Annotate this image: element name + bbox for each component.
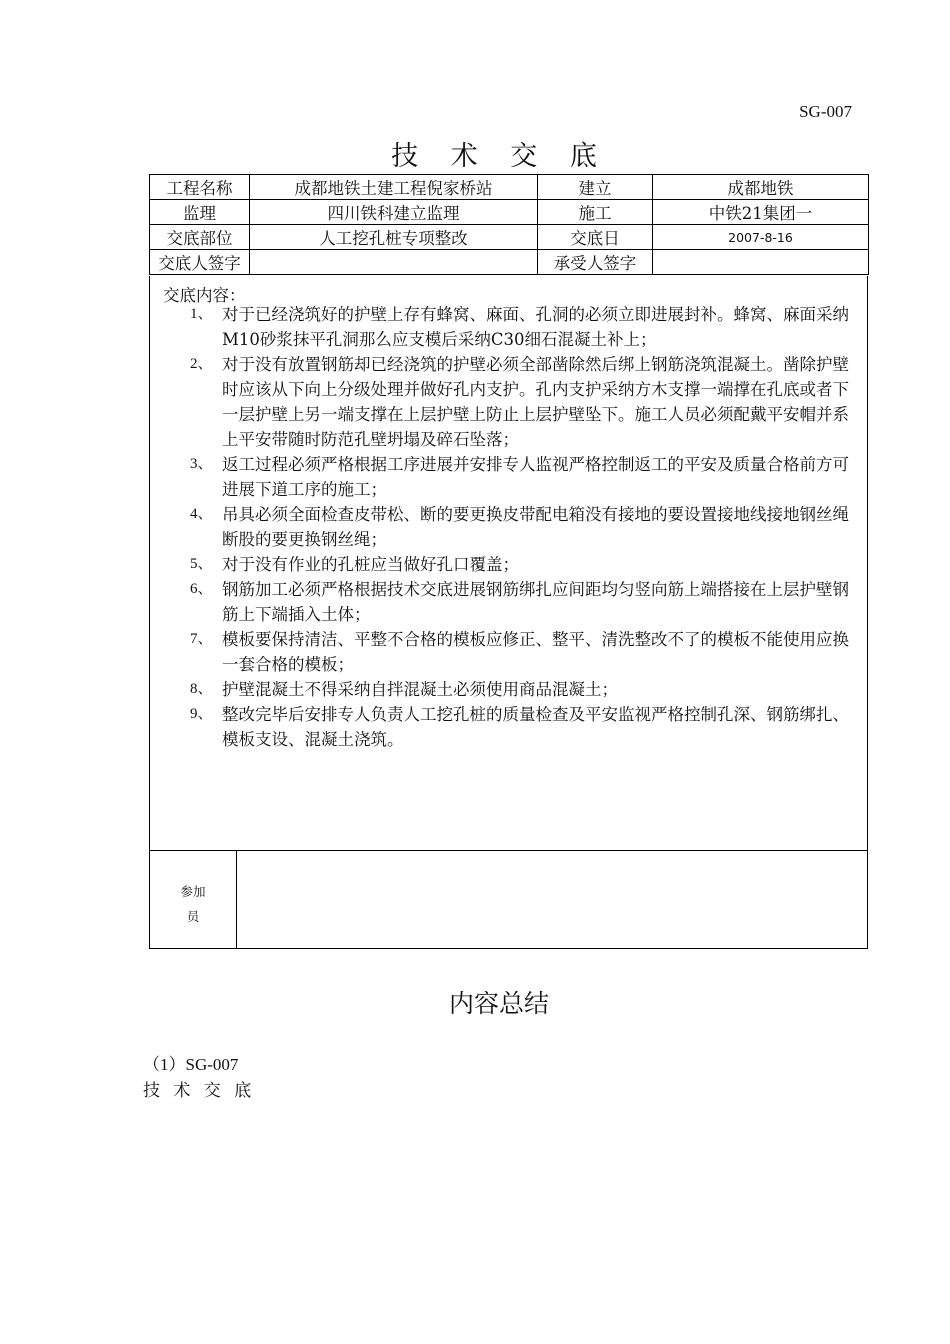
item-number: 3、 <box>190 456 213 472</box>
item-text: 模板要保持清洁、平整不合格的模板应修正、整平、清洗整改不了的模板不能使用应换一套合格的模板； <box>222 630 849 674</box>
item-number: 4、 <box>190 506 213 522</box>
construction-label: 施工 <box>538 200 653 225</box>
summary-heading: 内容总结 <box>448 989 549 1018</box>
item-text: 返工过程必须严格根据工序进展并安排专人监视严格控制返工的平安及质量合格前方可进展下道工序的施工； <box>222 455 849 499</box>
list-item <box>150 577 867 627</box>
item-number: 8、 <box>190 681 213 697</box>
item-text: 钢筋加工必须严格根据技术交底进展钢筋绑扎应间距均匀竖向筋上端搭接在上层护壁钢筋上下端插入土体； <box>222 580 849 624</box>
item-number: 1、 <box>190 306 213 322</box>
item-number: 7、 <box>190 631 213 647</box>
participants-section <box>149 850 868 949</box>
supervision-label: 监理 <box>150 200 250 225</box>
list-item <box>150 702 867 752</box>
handover-sign-value <box>250 250 538 275</box>
list-item <box>150 352 867 452</box>
item-number: 5、 <box>190 556 213 572</box>
document-title: 技 术 交 底 <box>391 141 609 172</box>
construction-value: 中铁21集团一 <box>653 200 869 225</box>
item-number: 9、 <box>190 706 213 722</box>
participants-label-line2: 员 <box>186 909 200 924</box>
date-label: 交底日 <box>538 225 653 250</box>
content-list <box>150 302 867 752</box>
builder-label: 建立 <box>538 175 653 200</box>
part-label: 交底部位 <box>150 225 250 250</box>
participants-label <box>150 879 236 929</box>
summary-line-1: （1）SG-007 <box>143 1055 239 1074</box>
table-row <box>150 175 869 200</box>
item-text: 整改完毕后安排专人负责人工挖孔桩的质量检查及平安监视严格控制孔深、钢筋绑扎、模板支设、混凝土浇筑。 <box>222 705 849 749</box>
summary-line-2: 技 术 交 底 <box>143 1081 256 1101</box>
part-value: 人工挖孔桩专项整改 <box>250 225 538 250</box>
info-table <box>149 174 869 275</box>
item-text: 对于没有作业的孔桩应当做好孔口覆盖； <box>222 555 519 574</box>
list-item <box>150 627 867 677</box>
date-value: 2007-8-16 <box>653 225 869 250</box>
supervision-value: 四川铁科建立监理 <box>250 200 538 225</box>
item-text: 吊具必须全面检查皮带松、断的要更换皮带配电箱没有接地的要设置接地线接地钢丝绳断股的要更换钢丝绳； <box>222 505 849 549</box>
content-label: 交底内容： <box>163 286 246 305</box>
handover-sign-label: 交底人签字 <box>150 250 250 275</box>
project-name-value: 成都地铁土建工程倪家桥站 <box>250 175 538 200</box>
item-number: 2、 <box>190 356 213 372</box>
item-text: 护壁混凝土不得采纳自拌混凝土必须使用商品混凝土； <box>222 680 618 699</box>
list-item <box>150 677 867 702</box>
item-text: 对于已经浇筑好的护壁上存有蜂窝、麻面、孔洞的必须立即进展封补。蜂窝、麻面采纳M10砂浆抹平孔洞那么应支模后采纳C30细石混凝土补上； <box>222 305 849 349</box>
table-row <box>150 225 869 250</box>
item-text: 对于没有放置钢筋却已经浇筑的护壁必须全部凿除然后绑上钢筋浇筑混凝土。凿除护壁时应该从下向上分级处理并做好孔内支护。孔内支护采纳方木支撑一端撑在孔底或者下一层护壁上另一端支撑在上层护壁上防止上层护壁坠下。施工人员必须配戴平安帽并系上平安带随时防范孔壁坍塌及碎石坠落； <box>222 355 849 449</box>
participants-label-cell <box>150 851 237 948</box>
table-row <box>150 200 869 225</box>
list-item <box>150 302 867 352</box>
receiver-sign-value <box>653 250 869 275</box>
table-row <box>150 250 869 275</box>
receiver-sign-label: 承受人签字 <box>538 250 653 275</box>
list-item <box>150 552 867 577</box>
document-code: SG-007 <box>799 102 852 121</box>
builder-value: 成都地铁 <box>653 175 869 200</box>
participants-label-line1: 参加 <box>180 884 206 899</box>
item-number: 6、 <box>190 581 213 597</box>
content-section <box>149 276 868 851</box>
list-item <box>150 452 867 502</box>
list-item <box>150 502 867 552</box>
project-name-label: 工程名称 <box>150 175 250 200</box>
